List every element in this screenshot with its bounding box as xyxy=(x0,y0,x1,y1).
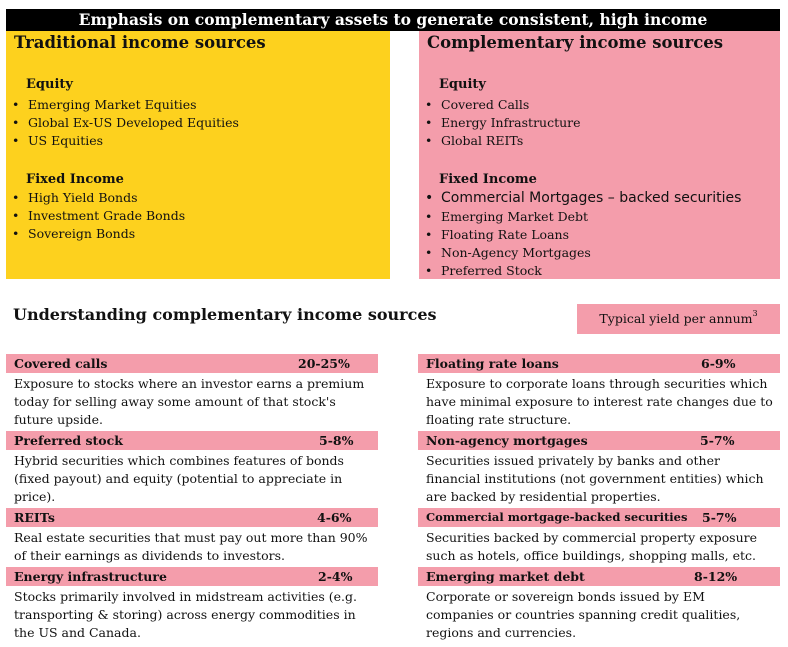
card-yield: 4-6% xyxy=(317,510,352,525)
list-item: • Sovereign Bonds xyxy=(12,226,136,241)
bullet-icon: • xyxy=(425,263,433,278)
list-item: • Covered Calls xyxy=(425,97,530,112)
card-description: Stocks primarily involved in midstream activities (e.g. transporting & storing) across energy commodities in the US and Canada. xyxy=(14,589,357,640)
card-non-agency-mortgages xyxy=(418,431,780,506)
traditional-equity-label: Equity xyxy=(26,77,73,92)
list-item: • Global Ex-US Developed Equities xyxy=(12,115,239,130)
yield-label: Typical yield per annum xyxy=(599,311,753,326)
traditional-equity-list xyxy=(12,96,239,150)
bullet-icon: • xyxy=(425,227,433,242)
card-header xyxy=(418,431,780,450)
list-item: • Non-Agency Mortgages xyxy=(425,245,591,260)
list-item: • High Yield Bonds xyxy=(12,190,138,205)
yield-header xyxy=(577,304,780,334)
bullet-icon: • xyxy=(12,133,20,148)
card-header xyxy=(6,508,378,527)
card-description: Corporate or sovereign bonds issued by EM companies or countries spanning credit qualities, regions and currencies. xyxy=(426,589,741,640)
bullet-icon: • xyxy=(12,226,20,241)
list-item: • Preferred Stock xyxy=(425,263,542,278)
bullet-icon: • xyxy=(425,97,433,112)
bullet-icon: • xyxy=(425,115,433,130)
card-yield: 2-4% xyxy=(318,569,353,584)
list-item: • US Equities xyxy=(12,133,104,148)
card-header xyxy=(418,567,780,586)
card-yield: 6-9% xyxy=(701,356,736,371)
card-header xyxy=(418,508,780,527)
card-name: Commercial mortgage-backed securities xyxy=(426,510,688,524)
yield-footnote: 3 xyxy=(752,309,758,318)
card-yield: 20-25% xyxy=(298,356,350,371)
bullet-icon: • xyxy=(12,97,20,112)
card-reits xyxy=(6,508,378,565)
list-item: • Investment Grade Bonds xyxy=(12,208,186,223)
card-description: Securities issued privately by banks and other financial institutions (not government entities) which are backed by residential properties. xyxy=(426,453,764,504)
bullet-icon: • xyxy=(12,190,20,205)
card-description: Exposure to corporate loans through securities which have minimal exposure to interest rate changes due to floating rate structure. xyxy=(426,376,773,427)
card-description: Exposure to stocks where an investor earns a premium today for selling away some amount of that stock's future upside. xyxy=(14,376,365,427)
card-name: Floating rate loans xyxy=(426,356,559,371)
card-preferred-stock xyxy=(6,431,378,506)
card-yield: 5-7% xyxy=(700,433,735,448)
card-header xyxy=(6,567,378,586)
card-name: Non-agency mortgages xyxy=(426,433,588,448)
card-floating-rate-loans xyxy=(418,354,780,429)
list-item: • Floating Rate Loans xyxy=(425,227,569,242)
list-item: • Global REITs xyxy=(425,133,524,148)
card-name: Preferred stock xyxy=(14,433,123,448)
bullet-icon: • xyxy=(12,208,20,223)
traditional-title: Traditional income sources xyxy=(14,33,266,52)
card-header xyxy=(6,431,378,450)
card-name: Emerging market debt xyxy=(426,569,585,584)
list-item: • Emerging Market Debt xyxy=(425,209,589,224)
card-name: Covered calls xyxy=(14,356,108,371)
card-header xyxy=(418,354,780,373)
bullet-icon: • xyxy=(425,245,433,260)
card-covered-calls xyxy=(6,354,378,429)
understanding-title: Understanding complementary income sources xyxy=(13,305,437,324)
list-item: • Commercial Mortgages – backed securities xyxy=(425,190,742,206)
traditional-fixed-label: Fixed Income xyxy=(26,172,124,187)
bullet-icon: • xyxy=(425,209,433,224)
card-yield: 8-12% xyxy=(694,569,738,584)
complementary-equity-label: Equity xyxy=(439,77,486,92)
complementary-income-panel xyxy=(419,31,780,279)
card-name: Energy infrastructure xyxy=(14,569,167,584)
complementary-fixed-label: Fixed Income xyxy=(439,172,537,187)
list-item: • Energy Infrastructure xyxy=(425,115,581,130)
page-banner: Emphasis on complementary assets to generate consistent, high income xyxy=(6,9,780,31)
card-description: Hybrid securities which combines features of bonds (fixed payout) and equity (potential to appreciate in price). xyxy=(14,453,344,504)
complementary-title: Complementary income sources xyxy=(427,33,724,52)
card-emerging-market-debt xyxy=(418,567,780,642)
list-item: • Emerging Market Equities xyxy=(12,97,197,112)
card-description: Securities backed by commercial property exposure such as hotels, office buildings, shopping malls, etc. xyxy=(426,530,758,563)
bullet-icon: • xyxy=(425,190,434,206)
traditional-income-panel xyxy=(6,31,390,279)
card-yield: 5-7% xyxy=(702,510,737,525)
card-header xyxy=(6,354,378,373)
card-energy-infrastructure xyxy=(6,567,378,642)
bullet-icon: • xyxy=(12,115,20,130)
card-name: REITs xyxy=(14,510,55,525)
card-description: Real estate securities that must pay out more than 90% of their earnings as dividends to investors. xyxy=(14,530,368,563)
bullet-icon: • xyxy=(425,133,433,148)
card-commercial-mbs xyxy=(418,508,780,565)
card-yield: 5-8% xyxy=(319,433,354,448)
complementary-equity-list xyxy=(425,96,581,150)
traditional-fixed-list xyxy=(12,189,185,243)
complementary-fixed-list xyxy=(425,188,741,280)
